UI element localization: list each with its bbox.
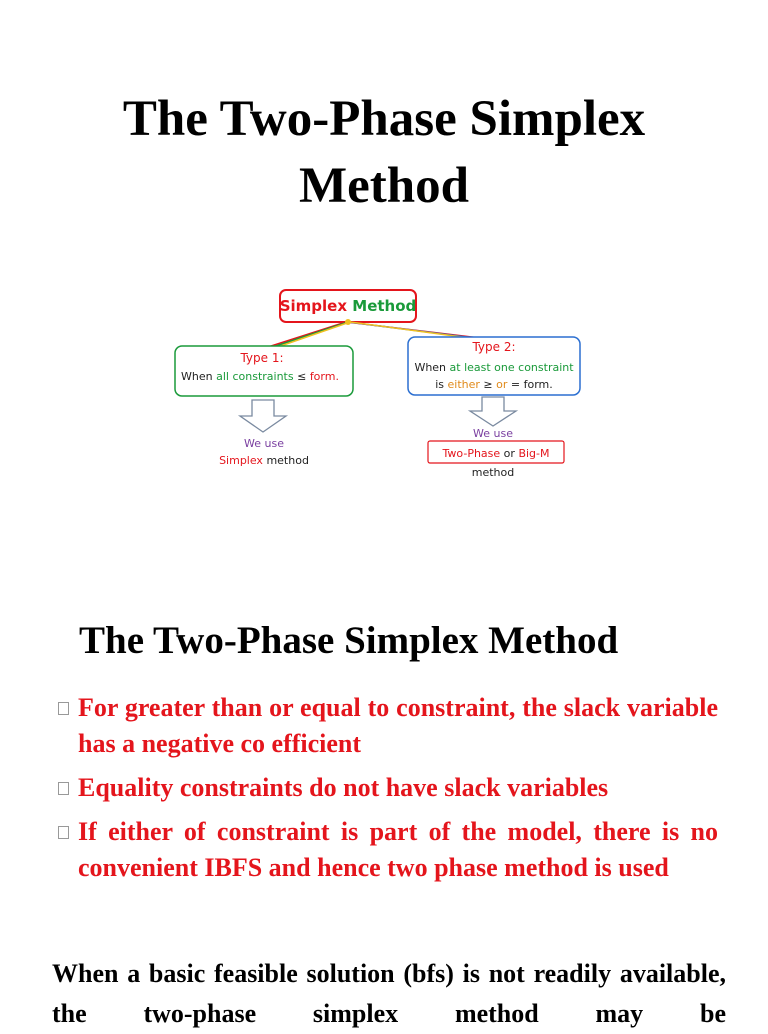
bullet-text: If either of constraint is part of the model, there is no convenient IBFS and hence two phase method is used <box>78 817 718 882</box>
section-title: The Two-Phase Simplex Method <box>79 619 619 662</box>
type2-line-1: When at least one constraint <box>414 361 574 374</box>
bullet-item <box>58 814 718 886</box>
type2-result-line-1: We use <box>473 427 513 440</box>
bullet-marker-icon <box>58 782 69 795</box>
bullet-list <box>58 690 718 894</box>
type2-result-line-3: method <box>471 466 515 479</box>
type2-heading: Type 2: <box>472 340 516 354</box>
type1-down-arrow <box>240 400 286 432</box>
type2-result-options: Two-Phase or Big-M <box>442 447 550 460</box>
bullet-item <box>58 770 718 806</box>
diagram-svg <box>160 280 610 490</box>
type1-result-line-1: We use <box>244 437 284 450</box>
body-paragraph: When a basic feasible solution (bfs) is not readily available, the two-phase simplex method may be <box>52 959 726 1028</box>
bullet-text: For greater than or equal to constraint, the slack variable has a negative co efficient <box>78 693 718 758</box>
type2-down-arrow <box>470 397 516 426</box>
type1-heading: Type 1: <box>240 351 284 365</box>
bullet-marker-icon <box>58 702 69 715</box>
slide-title <box>0 86 768 220</box>
slide-title-line-2: Method <box>299 158 469 214</box>
bullet-marker-icon <box>58 826 69 839</box>
simplex-method-diagram <box>160 280 610 490</box>
bullet-item <box>58 690 718 762</box>
type1-result-line-2: Simplex method <box>219 454 309 467</box>
type2-line-2: is either ≥ or = form. <box>435 378 553 391</box>
slide-title-line-1: The Two-Phase Simplex <box>122 91 646 147</box>
bullet-text: Equality constraints do not have slack variables <box>78 773 609 802</box>
root-label: Simplex Method <box>279 297 417 315</box>
type1-description: When all constraints ≤ form. <box>181 370 339 383</box>
